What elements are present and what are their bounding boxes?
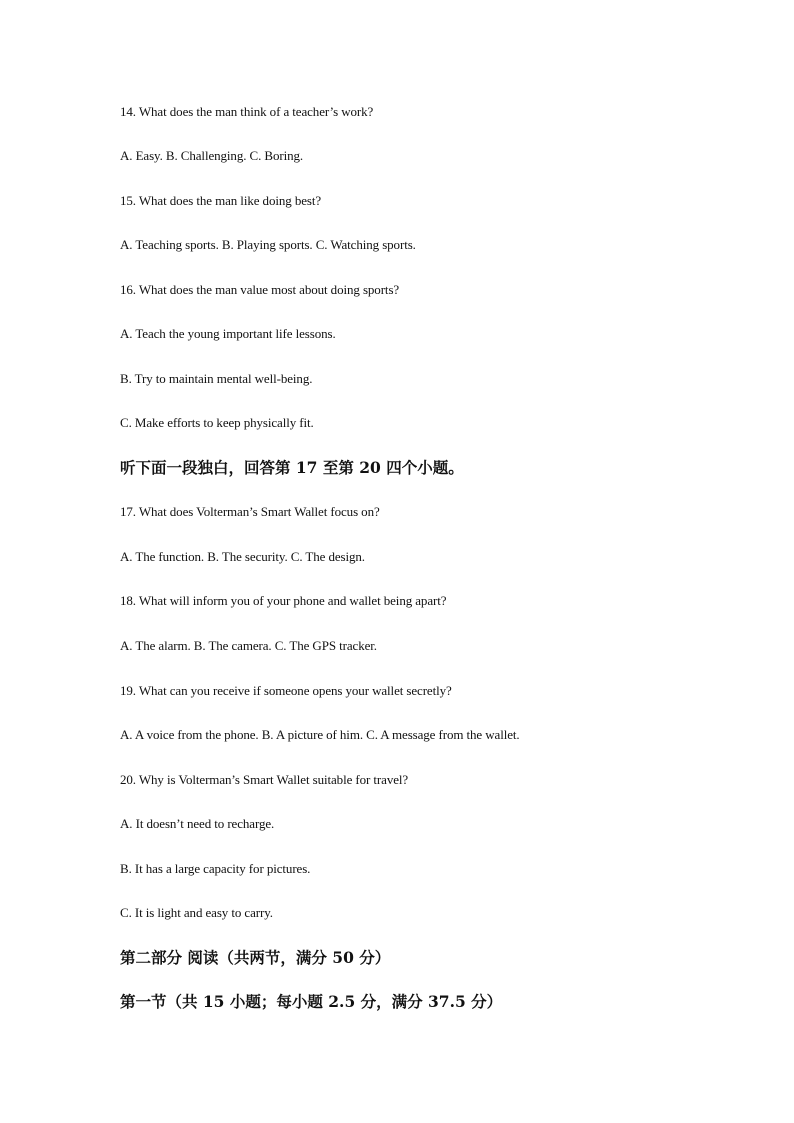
question-20: 20. Why is Volterman’s Smart Wallet suitable for travel? bbox=[120, 772, 409, 787]
question-17: 17. What does Volterman’s Smart Wallet focus on? bbox=[120, 504, 380, 519]
question-14-options: A. Easy. B. Challenging. C. Boring. bbox=[120, 148, 304, 163]
question-15-options: A. Teaching sports. B. Playing sports. C. Watching sports. bbox=[120, 237, 416, 252]
section-one-heading: 第一节（共 15 小题；每小题 2.5 分，满分 37.5 分） bbox=[120, 992, 503, 1011]
section-heading-monologue: 听下面一段独白，回答第 17 至第 20 四个小题。 bbox=[120, 458, 464, 477]
question-16-option-b: B. Try to maintain mental well-being. bbox=[120, 371, 313, 386]
question-20-option-c: C. It is light and easy to carry. bbox=[120, 905, 273, 920]
question-15: 15. What does the man like doing best? bbox=[120, 193, 322, 208]
part-two-heading: 第二部分 阅读（共两节，满分 50 分） bbox=[120, 948, 391, 967]
question-20-option-a: A. It doesn’t need to recharge. bbox=[120, 816, 275, 831]
question-19-options: A. A voice from the phone. B. A picture of him. C. A message from the wallet. bbox=[120, 727, 520, 742]
question-18: 18. What will inform you of your phone and wallet being apart? bbox=[120, 593, 447, 608]
question-18-options: A. The alarm. B. The camera. C. The GPS tracker. bbox=[120, 638, 377, 653]
question-16-option-c: C. Make efforts to keep physically fit. bbox=[120, 415, 314, 430]
question-20-option-b: B. It has a large capacity for pictures. bbox=[120, 861, 311, 876]
question-16-option-a: A. Teach the young important life lessons. bbox=[120, 326, 336, 341]
question-17-options: A. The function. B. The security. C. The design. bbox=[120, 549, 365, 564]
question-19: 19. What can you receive if someone opens your wallet secretly? bbox=[120, 683, 452, 698]
question-14: 14. What does the man think of a teacher’s work? bbox=[120, 104, 374, 119]
question-16: 16. What does the man value most about doing sports? bbox=[120, 282, 400, 297]
